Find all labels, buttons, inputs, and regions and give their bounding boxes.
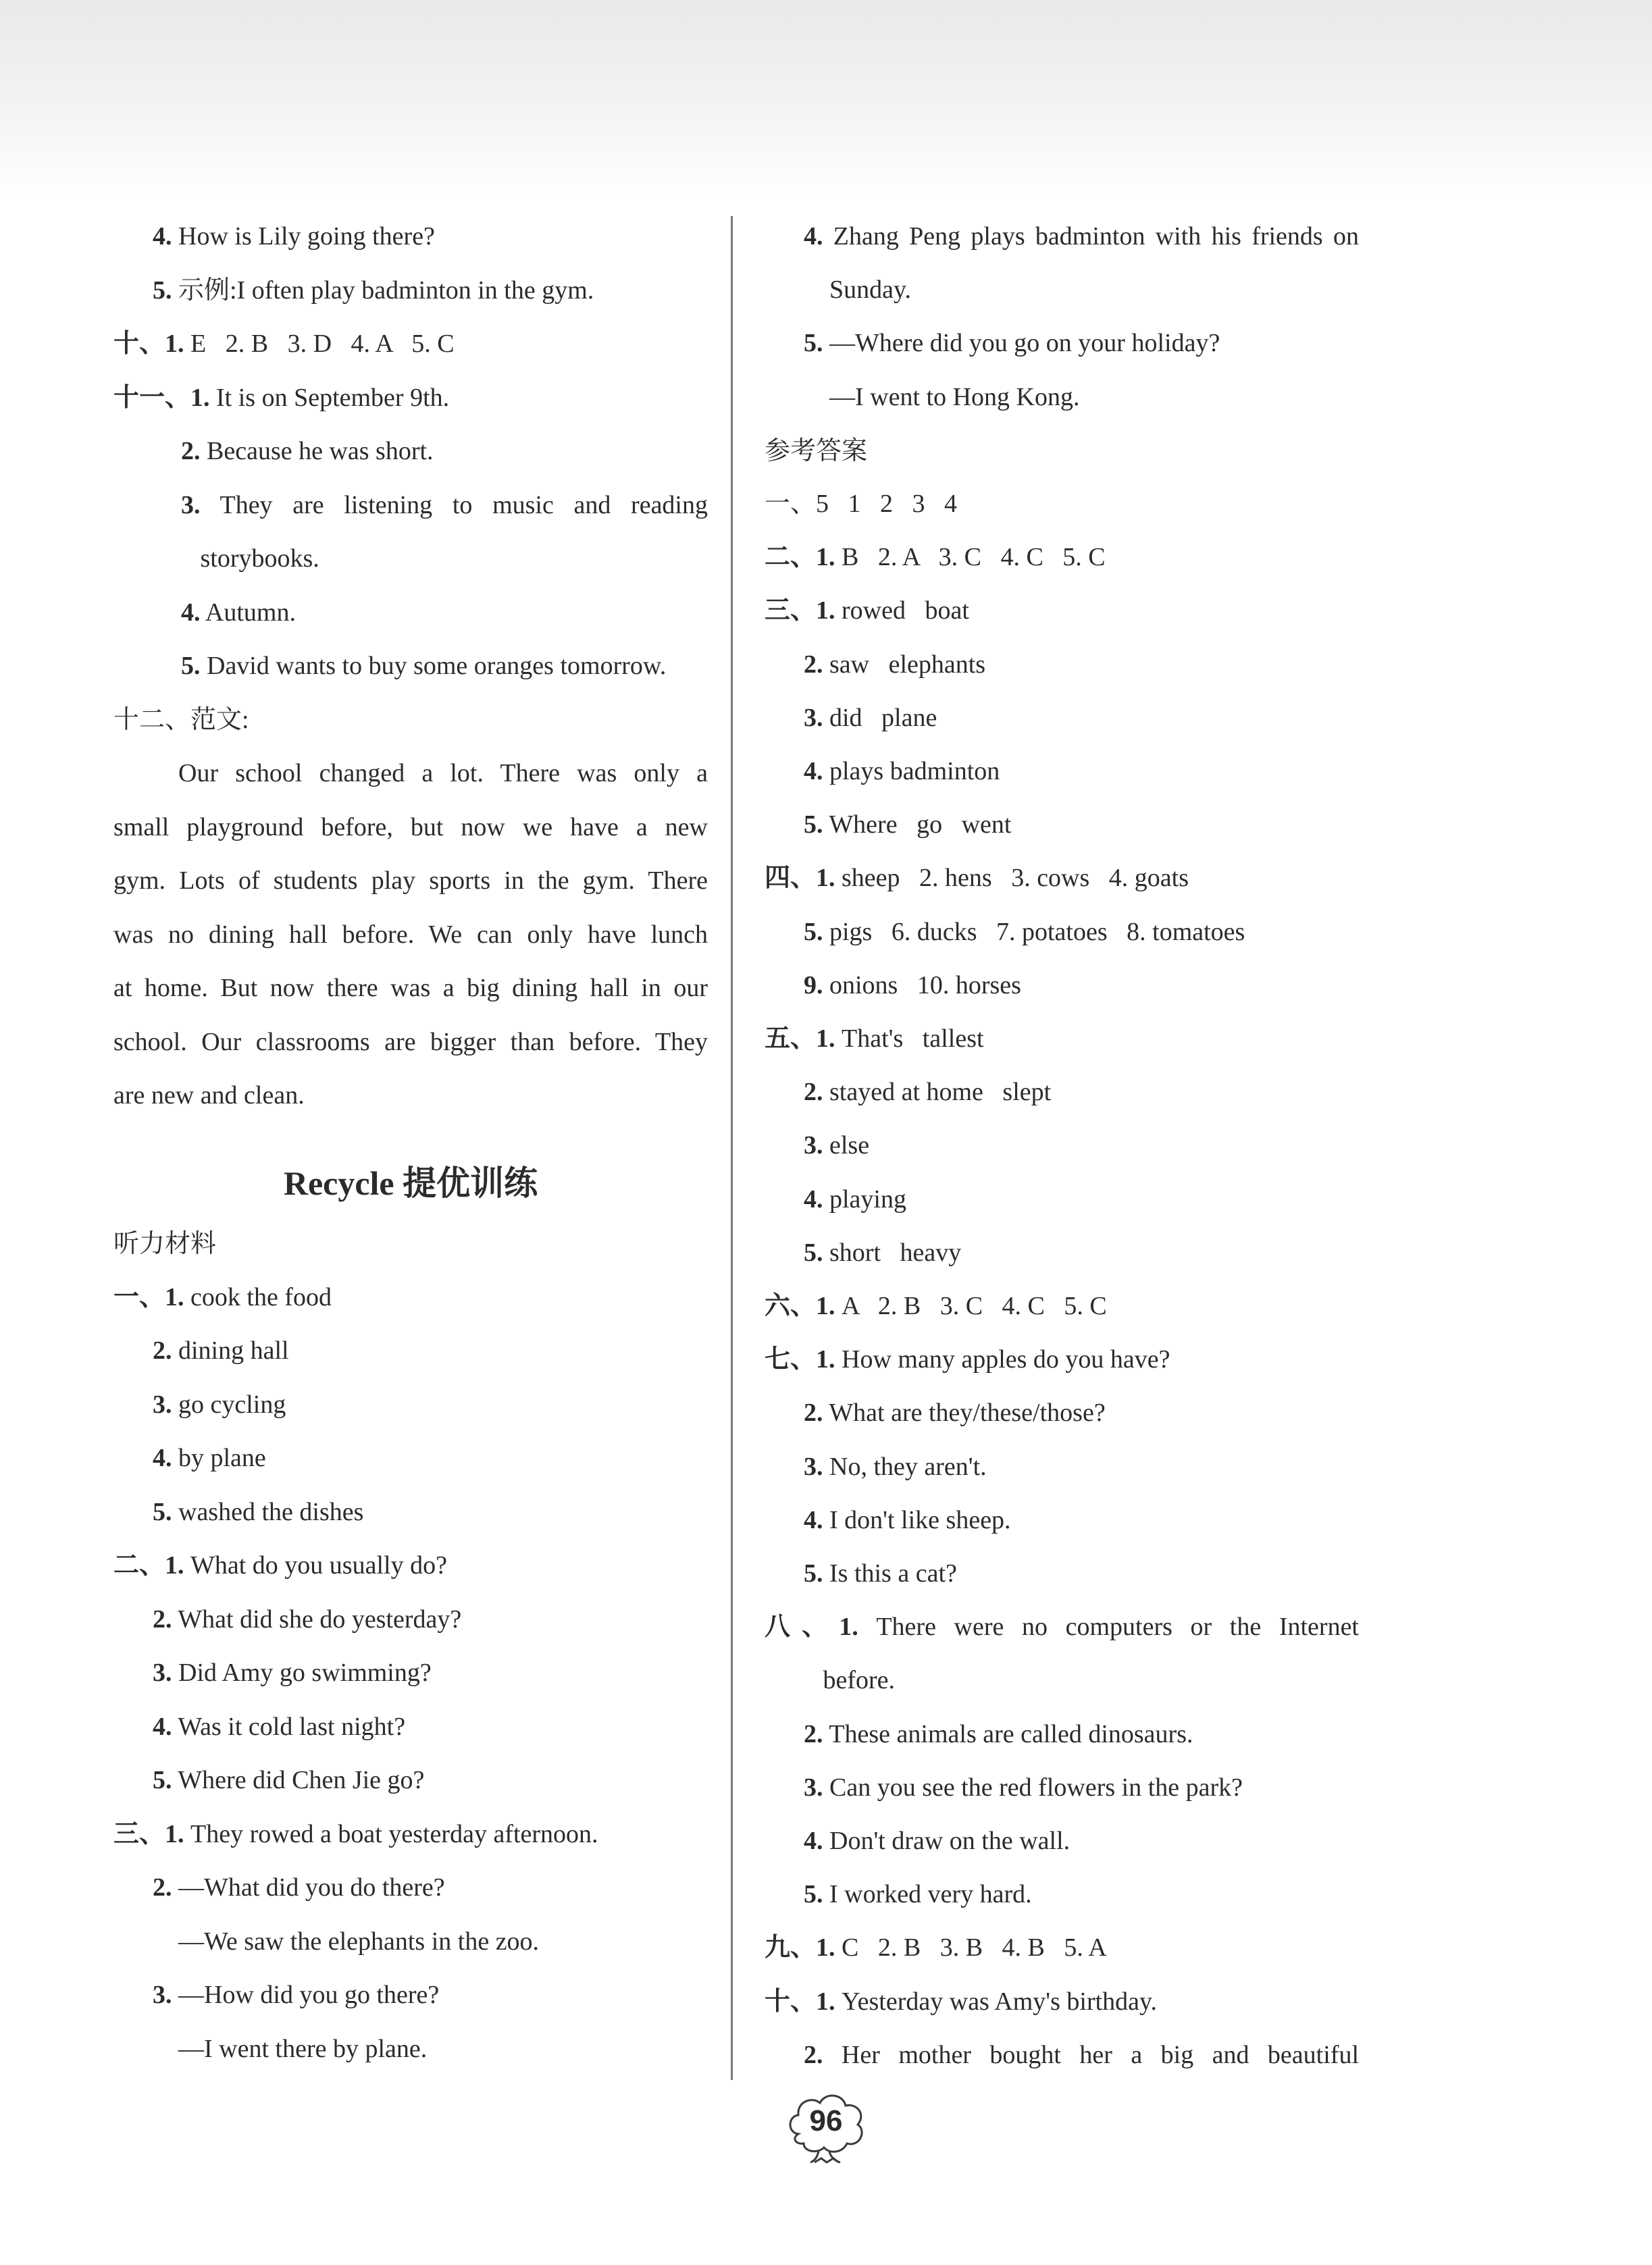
line-text: Zhang Peng plays badminton with his friends on: [823, 222, 1359, 251]
answer-line: [804, 958, 1021, 1012]
item-number: 3.: [804, 703, 823, 732]
answer-line: [113, 908, 708, 962]
line-text: else: [823, 1131, 870, 1160]
line-text: was no dining hall before. We can only have lunch: [113, 920, 708, 949]
answer-line: [181, 531, 319, 585]
answer-line: [804, 2028, 1359, 2082]
answer-line: [113, 693, 249, 747]
item-number: 二、1.: [113, 1551, 184, 1580]
line-text: What do you usually do?: [184, 1551, 447, 1580]
item-number: 4.: [804, 1505, 823, 1534]
line-text: are new and clean.: [113, 1081, 305, 1110]
item-number: 4.: [153, 222, 172, 251]
line-text: What are they/these/those?: [823, 1399, 1106, 1428]
item-number: 5.: [153, 276, 172, 305]
line-text: Her mother bought her a big and beautiful: [823, 2040, 1359, 2069]
item-number: 2.: [153, 1873, 172, 1902]
item-number: 二、1.: [765, 543, 835, 572]
item-number: 5.: [804, 917, 823, 946]
line-text: 十二、范文:: [113, 705, 249, 734]
answer-line: [153, 1860, 445, 1915]
line-text: E 2. B 3. D 4. A 5. C: [184, 330, 455, 358]
answer-line: [804, 209, 1359, 263]
answer-line: [181, 585, 296, 640]
line-text: playing: [823, 1184, 906, 1214]
answer-line: [153, 263, 594, 317]
line-text: —Where did you go on your holiday?: [823, 329, 1220, 358]
line-text: They rowed a boat yesterday afternoon.: [184, 1819, 598, 1848]
line-text: That's tallest: [835, 1024, 984, 1053]
answer-line: [765, 1600, 1359, 1654]
answer-line: [804, 1440, 987, 1494]
line-text: —I went there by plane.: [153, 2034, 428, 2063]
answer-line: [113, 800, 708, 854]
answer-line: [181, 478, 708, 532]
answer-line: [765, 1921, 1107, 1975]
item-number: 5.: [804, 329, 823, 358]
line-text: at home. But now there was a big dining hall in our: [113, 974, 708, 1002]
item-number: 4.: [153, 1712, 172, 1741]
line-text: 一、5 1 2 3 4: [765, 490, 958, 518]
line-text: cook the food: [184, 1282, 332, 1311]
line-text: No, they aren't.: [823, 1452, 987, 1481]
item-number: 3.: [804, 1131, 823, 1160]
answer-line: [153, 1378, 286, 1432]
page-number-badge: [783, 2087, 869, 2168]
item-number: 3.: [153, 1390, 172, 1419]
item-number: 5.: [181, 652, 201, 680]
item-number: 5.: [804, 810, 823, 839]
item-number: 2.: [804, 1078, 823, 1107]
line-text: Yesterday was Amy's birthday.: [835, 1987, 1158, 2016]
item-number: 5.: [804, 1880, 823, 1909]
answer-line: [804, 1226, 961, 1280]
item-number: 2.: [181, 437, 201, 465]
line-text: What did she do yesterday?: [172, 1605, 462, 1634]
item-number: 5.: [804, 1559, 823, 1588]
item-number: 5.: [153, 1497, 172, 1526]
answer-line: [153, 1592, 461, 1646]
line-text: Don't draw on the wall.: [823, 1827, 1070, 1855]
answer-line: [804, 905, 1245, 959]
line-text: pigs 6. ducks 7. potatoes 8. tomatoes: [823, 917, 1245, 946]
answer-line: [153, 1646, 432, 1700]
line-text: sheep 2. hens 3. cows 4. goats: [835, 864, 1189, 893]
answer-line: [804, 1118, 869, 1172]
answer-line: [804, 1867, 1032, 1921]
answer-line: [804, 263, 911, 317]
line-text: go cycling: [172, 1390, 286, 1419]
item-number: 3.: [153, 1659, 172, 1687]
item-number: 七、1.: [765, 1345, 835, 1374]
line-text: How many apples do you have?: [835, 1345, 1170, 1374]
answer-line: [804, 1814, 1070, 1868]
answer-line: [804, 370, 1079, 424]
answer-line: [765, 477, 957, 531]
item-number: 三、1.: [765, 596, 835, 625]
column-divider: [731, 216, 733, 2080]
line-text: How is Lily going there?: [172, 222, 435, 251]
answer-line: [804, 1546, 957, 1600]
line-text: 示例:I often play badminton in the gym.: [172, 276, 594, 305]
answer-line: [804, 316, 1220, 370]
line-text: —What did you do there?: [172, 1873, 445, 1902]
answer-line: [153, 1431, 266, 1485]
item-number: 4.: [804, 1827, 823, 1855]
item-number: 八、1.: [765, 1613, 858, 1642]
item-number: 4.: [804, 757, 823, 785]
line-text: A 2. B 3. C 4. C 5. C: [835, 1292, 1107, 1320]
item-number: 3.: [153, 1981, 172, 2009]
item-number: 六、1.: [765, 1292, 835, 1320]
line-text: Can you see the red flowers in the park?: [823, 1773, 1243, 1802]
item-number: 5.: [153, 1766, 172, 1794]
item-number: 十一、1.: [113, 383, 210, 412]
answer-line: [178, 746, 708, 800]
line-text: —I went to Hong Kong.: [804, 382, 1080, 411]
line-text: before.: [804, 1666, 896, 1695]
line-text: They are listening to music and reading: [200, 490, 708, 519]
item-number: 4.: [153, 1444, 172, 1472]
answer-line: [804, 1761, 1243, 1815]
answer-line: [765, 583, 969, 637]
line-text: school. Our classrooms are bigger than before. They: [113, 1027, 708, 1056]
answer-line: [113, 1015, 708, 1069]
line-text: Our school changed a lot. There was only a: [178, 759, 708, 787]
answer-line: [765, 851, 1189, 905]
answer-line: [153, 1700, 405, 1754]
answer-line: [804, 1172, 906, 1226]
answer-line: [113, 854, 708, 908]
item-number: 3.: [804, 1452, 823, 1481]
line-text: washed the dishes: [172, 1497, 364, 1526]
line-text: Did Amy go swimming?: [172, 1659, 432, 1687]
answer-line: [804, 798, 1011, 852]
item-number: 2.: [153, 1605, 172, 1634]
answer-line: [181, 424, 434, 478]
answer-line: [113, 1270, 332, 1324]
answer-line: [765, 1012, 984, 1066]
line-text: 听力材料: [113, 1228, 217, 1258]
answer-line: [804, 1386, 1106, 1440]
item-number: 一、1.: [113, 1282, 184, 1311]
line-text: I don't like sheep.: [823, 1505, 1011, 1534]
item-number: 5.: [804, 1238, 823, 1267]
line-text: These animals are called dinosaurs.: [823, 1719, 1193, 1748]
line-text: —We saw the elephants in the zoo.: [153, 1927, 540, 1956]
section-heading: [765, 423, 867, 477]
line-text: stayed at home slept: [823, 1078, 1052, 1107]
answer-line: [113, 1538, 447, 1592]
line-text: rowed boat: [835, 596, 969, 625]
item-number: 4.: [181, 598, 201, 627]
answer-line: [765, 1332, 1170, 1386]
answer-line: [153, 1485, 363, 1539]
item-number: 四、1.: [765, 864, 835, 893]
item-number: 五、1.: [765, 1024, 835, 1053]
line-text: I worked very hard.: [823, 1880, 1032, 1909]
line-text: by plane: [172, 1444, 266, 1472]
answer-line: [153, 209, 435, 263]
item-number: 4.: [804, 1184, 823, 1214]
item-number: 2.: [804, 650, 823, 679]
answer-line: [113, 961, 708, 1015]
item-number: 三、1.: [113, 1819, 184, 1848]
line-text: Where go went: [823, 810, 1012, 839]
item-number: 2.: [804, 2040, 823, 2069]
item-number: 十、1.: [765, 1987, 835, 2016]
line-text: Because he was short.: [200, 437, 434, 465]
answer-line: [153, 2022, 427, 2076]
answer-line: [113, 371, 449, 425]
line-text: David wants to buy some oranges tomorrow.: [200, 652, 667, 680]
item-number: 十、1.: [113, 330, 184, 358]
line-text: dining hall: [172, 1336, 289, 1365]
line-text: small playground before, but now we have a new: [113, 812, 708, 841]
line-text: Was it cold last night?: [172, 1712, 406, 1741]
item-number: 9.: [804, 970, 823, 999]
line-text: —How did you go there?: [172, 1981, 440, 2009]
line-text: short heavy: [823, 1238, 962, 1267]
answer-line: [113, 1068, 305, 1122]
answer-line: [804, 637, 985, 692]
item-number: 2.: [153, 1336, 172, 1365]
line-text: C 2. B 3. B 4. B 5. A: [835, 1933, 1107, 1962]
section-title: Recycle 提优训练: [283, 1164, 538, 1202]
answer-line: [765, 1975, 1157, 2029]
item-number: 3.: [181, 490, 201, 519]
answer-line: [153, 1753, 424, 1807]
scan-top-shadow: [0, 0, 1652, 203]
line-text: It is on September 9th.: [209, 383, 450, 412]
item-number: 九、1.: [765, 1933, 835, 1962]
answer-line: [804, 1707, 1193, 1761]
answer-line: [804, 1493, 1011, 1547]
line-text: B 2. A 3. C 4. C 5. C: [835, 543, 1106, 572]
line-text: Is this a cat?: [823, 1559, 957, 1588]
item-number: 4.: [804, 222, 823, 251]
line-text: saw elephants: [823, 650, 986, 679]
line-text: plays badminton: [823, 757, 1000, 785]
section-heading: [113, 1216, 216, 1270]
answer-line: [765, 1279, 1107, 1333]
line-text: gym. Lots of students play sports in the gym. There: [113, 866, 708, 895]
answer-line: [113, 1807, 598, 1861]
line-text: 参考答案: [765, 435, 868, 465]
answer-line: [153, 1968, 439, 2022]
answer-line: [804, 691, 937, 745]
page-number: 96: [809, 2104, 843, 2137]
item-number: 2.: [804, 1399, 823, 1428]
answer-line: [804, 744, 1000, 798]
line-text: There were no computers or the Internet: [858, 1613, 1359, 1642]
item-number: 3.: [804, 1773, 823, 1802]
item-number: 2.: [804, 1719, 823, 1748]
line-text: Sunday.: [804, 276, 912, 305]
line-text: storybooks.: [181, 544, 319, 573]
line-text: Where did Chen Jie go?: [172, 1766, 425, 1794]
answer-line: [804, 1653, 895, 1707]
line-text: did plane: [823, 703, 937, 732]
line-text: onions 10. horses: [823, 970, 1021, 999]
answer-line: [804, 1065, 1051, 1119]
answer-line: [765, 530, 1106, 584]
answer-line: [153, 1324, 289, 1378]
answer-line: [181, 639, 666, 693]
line-text: Autumn.: [200, 598, 296, 627]
answer-line: [113, 317, 455, 371]
answer-line: [153, 1915, 539, 1969]
